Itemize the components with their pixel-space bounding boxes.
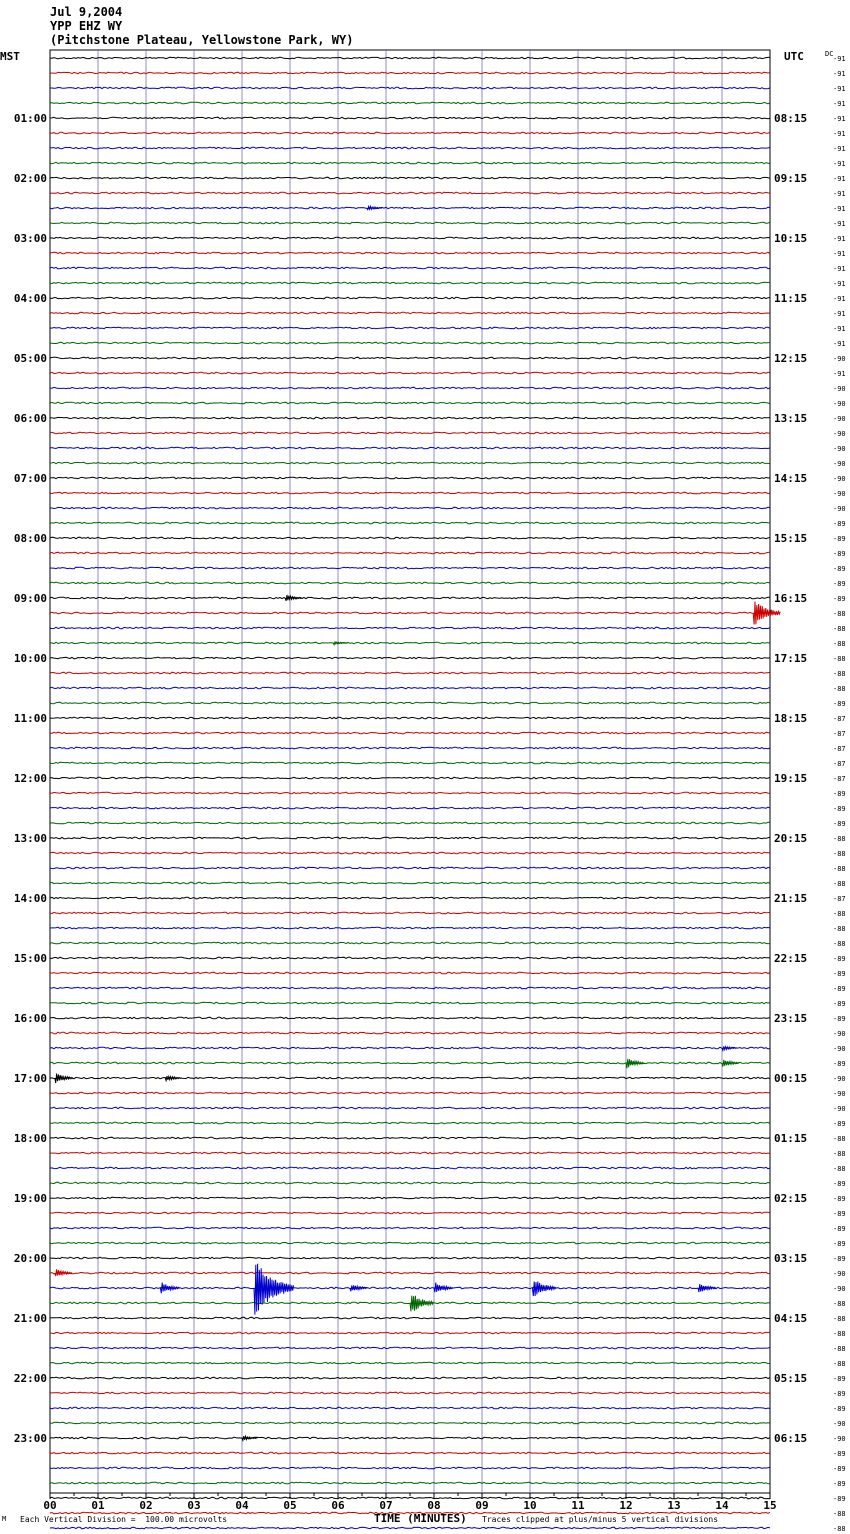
dc-offset-label: -91 — [833, 55, 846, 63]
seismic-event — [242, 1436, 257, 1440]
dc-offset-label: -90 — [833, 1285, 846, 1293]
trace-line — [50, 237, 770, 239]
dc-offset-label: -90 — [833, 1270, 846, 1278]
dc-offset-label: -90 — [833, 1420, 846, 1428]
trace-line — [50, 1497, 770, 1499]
trace-line — [50, 1077, 770, 1079]
dc-offset-label: -89 — [833, 820, 846, 828]
trace-line — [50, 1347, 770, 1349]
dc-offset-label: -88 — [833, 850, 846, 858]
dc-offset-label: -89 — [833, 790, 846, 798]
seismic-event — [410, 1296, 433, 1312]
hour-label-mst: 11:00 — [13, 712, 47, 725]
x-tick-label: 11 — [571, 1499, 585, 1512]
hour-label-mst: 14:00 — [13, 892, 47, 905]
dc-offset-label: -88 — [833, 865, 846, 873]
dc-offset-label: -87 — [833, 715, 846, 723]
hour-label-utc: 10:15 — [774, 232, 808, 245]
trace-line — [50, 1407, 770, 1409]
dc-offset-label: -90 — [833, 505, 846, 513]
trace-line — [50, 837, 770, 839]
hour-label-mst: 23:00 — [13, 1432, 47, 1445]
trace-line — [50, 762, 770, 764]
trace-line — [50, 792, 770, 794]
hour-label-mst: 02:00 — [13, 172, 47, 185]
hour-label-utc: 12:15 — [774, 352, 808, 365]
dc-offset-label: -90 — [833, 415, 846, 423]
x-tick-label: 05 — [283, 1499, 297, 1512]
hour-label-mst: 21:00 — [13, 1312, 47, 1325]
trace-line — [50, 357, 770, 359]
trace-line — [50, 1527, 770, 1529]
dc-offset-label: -88 — [833, 1510, 846, 1518]
trace-line — [50, 687, 770, 689]
x-tick-label: 08 — [427, 1499, 441, 1512]
dc-offset-label: -91 — [833, 160, 846, 168]
dc-offset-label: -91 — [833, 235, 846, 243]
seismic-event — [55, 1074, 73, 1083]
x-tick-label: 00 — [43, 1499, 57, 1512]
trace-line — [50, 867, 770, 869]
trace-line — [50, 1392, 770, 1394]
trace-line — [50, 1017, 770, 1019]
dc-offset-label: -91 — [833, 265, 846, 273]
dc-offset-label: -88 — [833, 1360, 846, 1368]
trace-line — [50, 972, 770, 974]
hour-label-utc: 22:15 — [774, 952, 808, 965]
dc-offset-label: -88 — [833, 1150, 846, 1158]
trace-line — [50, 927, 770, 929]
hour-label-utc: 19:15 — [774, 772, 808, 785]
trace-line — [50, 462, 770, 464]
trace-line — [50, 1122, 770, 1124]
hour-label-utc: 05:15 — [774, 1372, 808, 1385]
dc-offset-label: -91 — [833, 220, 846, 228]
dc-offset-label: -90 — [833, 1105, 846, 1113]
dc-offset-label: -90 — [833, 460, 846, 468]
dc-offset-label: -88 — [833, 1135, 846, 1143]
dc-offset-label: -91 — [833, 295, 846, 303]
hour-label-utc: 18:15 — [774, 712, 808, 725]
trace-line — [50, 1032, 770, 1034]
seismic-event — [698, 1284, 716, 1292]
dc-offset-label: -89 — [833, 1465, 846, 1473]
trace-line — [50, 657, 770, 659]
hour-label-utc: 20:15 — [774, 832, 808, 845]
seismic-event — [160, 1283, 179, 1294]
trace-line — [50, 882, 770, 884]
dc-offset-label: -91 — [833, 340, 846, 348]
right-axis-label: UTC — [784, 50, 804, 63]
trace-line — [50, 372, 770, 374]
dc-offset-label: -89 — [833, 1210, 846, 1218]
dc-offset-label: -89 — [833, 805, 846, 813]
dc-offset-label: -90 — [833, 1090, 846, 1098]
hour-label-mst: 15:00 — [13, 952, 47, 965]
x-tick-label: 13 — [667, 1499, 681, 1512]
dc-offset-label: -88 — [833, 1330, 846, 1338]
hour-label-utc: 23:15 — [774, 1012, 808, 1025]
hour-label-utc: 16:15 — [774, 592, 808, 605]
dc-offset-label: -88 — [833, 670, 846, 678]
x-tick-label: 12 — [619, 1499, 633, 1512]
trace-line — [50, 207, 770, 209]
trace-line — [50, 1107, 770, 1109]
seismic-event — [532, 1282, 555, 1297]
trace-line — [50, 102, 770, 104]
hour-label-utc: 06:15 — [774, 1432, 808, 1445]
left-axis-label: MST — [0, 50, 20, 63]
trace-line — [50, 522, 770, 524]
trace-line — [50, 327, 770, 329]
trace-line — [50, 72, 770, 74]
dc-offset-label: -89 — [833, 700, 846, 708]
dc-offset-label: -89 — [833, 1000, 846, 1008]
dc-offset-label: -91 — [833, 175, 846, 183]
dc-offset-label: -89 — [833, 1060, 846, 1068]
hour-label-mst: 20:00 — [13, 1252, 47, 1265]
hour-label-mst: 09:00 — [13, 592, 47, 605]
dc-offset-label: -88 — [833, 1300, 846, 1308]
dc-offset-label: -89 — [833, 550, 846, 558]
hour-label-mst: 06:00 — [13, 412, 47, 425]
trace-line — [50, 912, 770, 914]
trace-line — [50, 942, 770, 944]
dc-offset-label: -89 — [833, 955, 846, 963]
dc-offset-label: -90 — [833, 445, 846, 453]
trace-line — [50, 1362, 770, 1364]
trace-line — [50, 162, 770, 164]
dc-offset-label: -88 — [833, 940, 846, 948]
trace-line — [50, 612, 770, 614]
dc-offset-label: -90 — [833, 355, 846, 363]
trace-line — [50, 57, 770, 59]
trace-line — [50, 1332, 770, 1334]
dc-offset-label: -91 — [833, 190, 846, 198]
dc-offset-label: -91 — [833, 205, 846, 213]
x-tick-label: 07 — [379, 1499, 393, 1512]
dc-offset-label: -88 — [833, 910, 846, 918]
dc-offset-label: -91 — [833, 100, 846, 108]
hour-label-mst: 07:00 — [13, 472, 47, 485]
plot-frame — [50, 50, 770, 1493]
hour-label-utc: 09:15 — [774, 172, 808, 185]
dc-offset-label: -90 — [833, 1030, 846, 1038]
trace-line — [50, 1272, 770, 1274]
trace-line — [50, 387, 770, 389]
dc-offset-label: -89 — [833, 520, 846, 528]
x-tick-label: 10 — [523, 1499, 537, 1512]
x-tick-label: 04 — [235, 1499, 249, 1512]
scale-note: Each Vertical Division = 100.00 microvolts — [20, 1515, 228, 1524]
hour-label-mst: 01:00 — [13, 112, 47, 125]
trace-line — [50, 747, 770, 749]
dc-offset-label: -88 — [833, 685, 846, 693]
trace-line — [50, 1317, 770, 1319]
dc-offset-label: -89 — [833, 1120, 846, 1128]
hour-label-utc: 03:15 — [774, 1252, 808, 1265]
trace-line — [50, 957, 770, 959]
x-tick-label: 15 — [763, 1499, 777, 1512]
record-date: Jul 9,2004 — [50, 5, 123, 19]
seismic-event — [165, 1076, 181, 1081]
hour-label-utc: 17:15 — [774, 652, 808, 665]
hour-label-mst: 03:00 — [13, 232, 47, 245]
dc-offset-label: -88 — [833, 655, 846, 663]
dc-offset-label: -89 — [833, 565, 846, 573]
dc-offset-label: -91 — [833, 70, 846, 78]
trace-line — [50, 642, 770, 644]
dc-offset-label: -91 — [833, 310, 846, 318]
dc-offset-label: -91 — [833, 325, 846, 333]
dc-offset-label: -89 — [833, 1195, 846, 1203]
x-tick-label: 09 — [475, 1499, 489, 1512]
seismic-event — [434, 1283, 453, 1293]
dc-offset-label: -89 — [833, 1255, 846, 1263]
dc-offset-label: -90 — [833, 385, 846, 393]
hour-label-utc: 04:15 — [774, 1312, 808, 1325]
trace-line — [50, 822, 770, 824]
hour-label-utc: 21:15 — [774, 892, 808, 905]
trace-line — [50, 1167, 770, 1169]
hour-label-mst: 22:00 — [13, 1372, 47, 1385]
trace-line — [50, 147, 770, 149]
trace-line — [50, 582, 770, 584]
trace-line — [50, 1452, 770, 1454]
trace-line — [50, 1002, 770, 1004]
dc-offset-label: -88 — [833, 640, 846, 648]
trace-line — [50, 732, 770, 734]
trace-line — [50, 267, 770, 269]
seismic-event — [350, 1285, 367, 1291]
trace-line — [50, 87, 770, 89]
hour-label-mst: 17:00 — [13, 1072, 47, 1085]
dc-offset-label: -87 — [833, 745, 846, 753]
trace-line — [50, 1062, 770, 1064]
seismic-event — [285, 595, 301, 601]
dc-offset-label: -87 — [833, 895, 846, 903]
trace-line — [50, 1467, 770, 1469]
x-tick-label: 06 — [331, 1499, 345, 1512]
trace-line — [50, 702, 770, 704]
trace-line — [50, 132, 770, 134]
hour-label-utc: 13:15 — [774, 412, 808, 425]
dc-offset-label: -88 — [833, 625, 846, 633]
dc-offset-label: -91 — [833, 85, 846, 93]
trace-line — [50, 177, 770, 179]
trace-line — [50, 1437, 770, 1439]
trace-line — [50, 447, 770, 449]
seismic-event — [722, 1060, 739, 1067]
hour-label-mst: 12:00 — [13, 772, 47, 785]
x-tick-label: 03 — [187, 1499, 201, 1512]
trace-line — [50, 852, 770, 854]
dc-offset-label: -89 — [833, 1015, 846, 1023]
dc-offset-label: -89 — [833, 970, 846, 978]
dc-offset-label: -89 — [833, 595, 846, 603]
hour-label-utc: 15:15 — [774, 532, 808, 545]
dc-offset-label: -89 — [833, 1495, 846, 1503]
dc-offset-label: -88 — [833, 835, 846, 843]
dc-offset-label: -90 — [833, 1435, 846, 1443]
dc-offset-label: -88 — [833, 1525, 846, 1533]
dc-offset-label: -91 — [833, 145, 846, 153]
trace-line — [50, 507, 770, 509]
x-axis-title: TIME (MINUTES) — [374, 1512, 467, 1525]
dc-offset-label: -89 — [833, 985, 846, 993]
trace-line — [50, 477, 770, 479]
dc-offset-label: -90 — [833, 400, 846, 408]
trace-line — [50, 1227, 770, 1229]
trace-line — [50, 1242, 770, 1244]
x-tick-label: 14 — [715, 1499, 729, 1512]
hour-label-utc: 08:15 — [774, 112, 808, 125]
dc-offset-label: -89 — [833, 1180, 846, 1188]
trace-line — [50, 897, 770, 899]
dc-offset-label: -89 — [833, 580, 846, 588]
dc-offset-label: -89 — [833, 1225, 846, 1233]
x-tick-label: 01 — [91, 1499, 105, 1512]
trace-line — [50, 117, 770, 119]
dc-offset-label: -88 — [833, 925, 846, 933]
trace-line — [50, 717, 770, 719]
trace-line — [50, 222, 770, 224]
trace-line — [50, 1212, 770, 1214]
hour-label-mst: 13:00 — [13, 832, 47, 845]
dc-offset-label: -90 — [833, 1075, 846, 1083]
hour-label-mst: 18:00 — [13, 1132, 47, 1145]
trace-line — [50, 552, 770, 554]
trace-line — [50, 312, 770, 314]
dc-offset-label: -88 — [833, 1315, 846, 1323]
clip-note: Traces clipped at plus/minus 5 vertical divisions — [482, 1515, 719, 1524]
trace-line — [50, 1092, 770, 1094]
trace-line — [50, 1422, 770, 1424]
trace-line — [50, 627, 770, 629]
trace-line — [50, 492, 770, 494]
dc-offset-label: -89 — [833, 1240, 846, 1248]
hour-label-mst: 10:00 — [13, 652, 47, 665]
trace-line — [50, 777, 770, 779]
trace-line — [50, 402, 770, 404]
hour-label-utc: 11:15 — [774, 292, 808, 305]
seismic-event — [55, 1269, 72, 1276]
dc-offset-label: -89 — [833, 1375, 846, 1383]
trace-line — [50, 537, 770, 539]
x-tick-label: 02 — [139, 1499, 153, 1512]
trace-line — [50, 282, 770, 284]
dc-offset-label: -89 — [833, 535, 846, 543]
dc-offset-label: -91 — [833, 250, 846, 258]
hour-label-mst: 19:00 — [13, 1192, 47, 1205]
trace-line — [50, 1197, 770, 1199]
trace-line — [50, 1182, 770, 1184]
station-location: (Pitchstone Plateau, Yellowstone Park, WY) — [50, 33, 354, 47]
hour-label-utc: 14:15 — [774, 472, 808, 485]
dc-offset-label: -90 — [833, 475, 846, 483]
dc-offset-label: -89 — [833, 1450, 846, 1458]
dc-offset-label: -87 — [833, 730, 846, 738]
trace-line — [50, 252, 770, 254]
trace-line — [50, 417, 770, 419]
seismic-event — [722, 1046, 737, 1050]
dc-offset-label: -91 — [833, 115, 846, 123]
corner-mark: M — [2, 1515, 7, 1523]
dc-offset-label: -87 — [833, 760, 846, 768]
trace-line — [50, 1137, 770, 1139]
trace-line — [50, 567, 770, 569]
dc-offset-label: -88 — [833, 610, 846, 618]
hour-label-utc: 00:15 — [774, 1072, 808, 1085]
hour-label-utc: 02:15 — [774, 1192, 808, 1205]
trace-line — [50, 1152, 770, 1154]
trace-line — [50, 297, 770, 299]
trace-line — [50, 1287, 770, 1289]
trace-line — [50, 1257, 770, 1259]
seismic-event — [367, 206, 382, 209]
trace-line — [50, 342, 770, 344]
hour-label-mst: 08:00 — [13, 532, 47, 545]
dc-offset-label: -87 — [833, 775, 846, 783]
trace-line — [50, 1482, 770, 1484]
dc-label: DC — [825, 50, 834, 58]
dc-offset-label: -88 — [833, 880, 846, 888]
dc-offset-label: -88 — [833, 1165, 846, 1173]
dc-offset-label: -91 — [833, 280, 846, 288]
trace-line — [50, 807, 770, 809]
dc-offset-label: -89 — [833, 1480, 846, 1488]
trace-line — [50, 432, 770, 434]
hour-label-mst: 04:00 — [13, 292, 47, 305]
hour-label-mst: 05:00 — [13, 352, 47, 365]
hour-label-mst: 16:00 — [13, 1012, 47, 1025]
dc-offset-label: -89 — [833, 1390, 846, 1398]
trace-line — [50, 597, 770, 599]
dc-offset-label: -90 — [833, 490, 846, 498]
dc-offset-label: -91 — [833, 370, 846, 378]
trace-line — [50, 672, 770, 674]
trace-line — [50, 1377, 770, 1379]
trace-line — [50, 987, 770, 989]
trace-line — [50, 192, 770, 194]
dc-offset-label: -88 — [833, 1345, 846, 1353]
dc-offset-label: -90 — [833, 430, 846, 438]
seismic-event — [254, 1264, 294, 1315]
hour-label-utc: 01:15 — [774, 1132, 808, 1145]
dc-offset-label: -89 — [833, 1405, 846, 1413]
trace-line — [50, 1047, 770, 1049]
seismic-event — [753, 602, 780, 625]
dc-offset-label: -90 — [833, 1045, 846, 1053]
dc-offset-label: -91 — [833, 130, 846, 138]
station-code: YPP EHZ WY — [50, 19, 123, 33]
